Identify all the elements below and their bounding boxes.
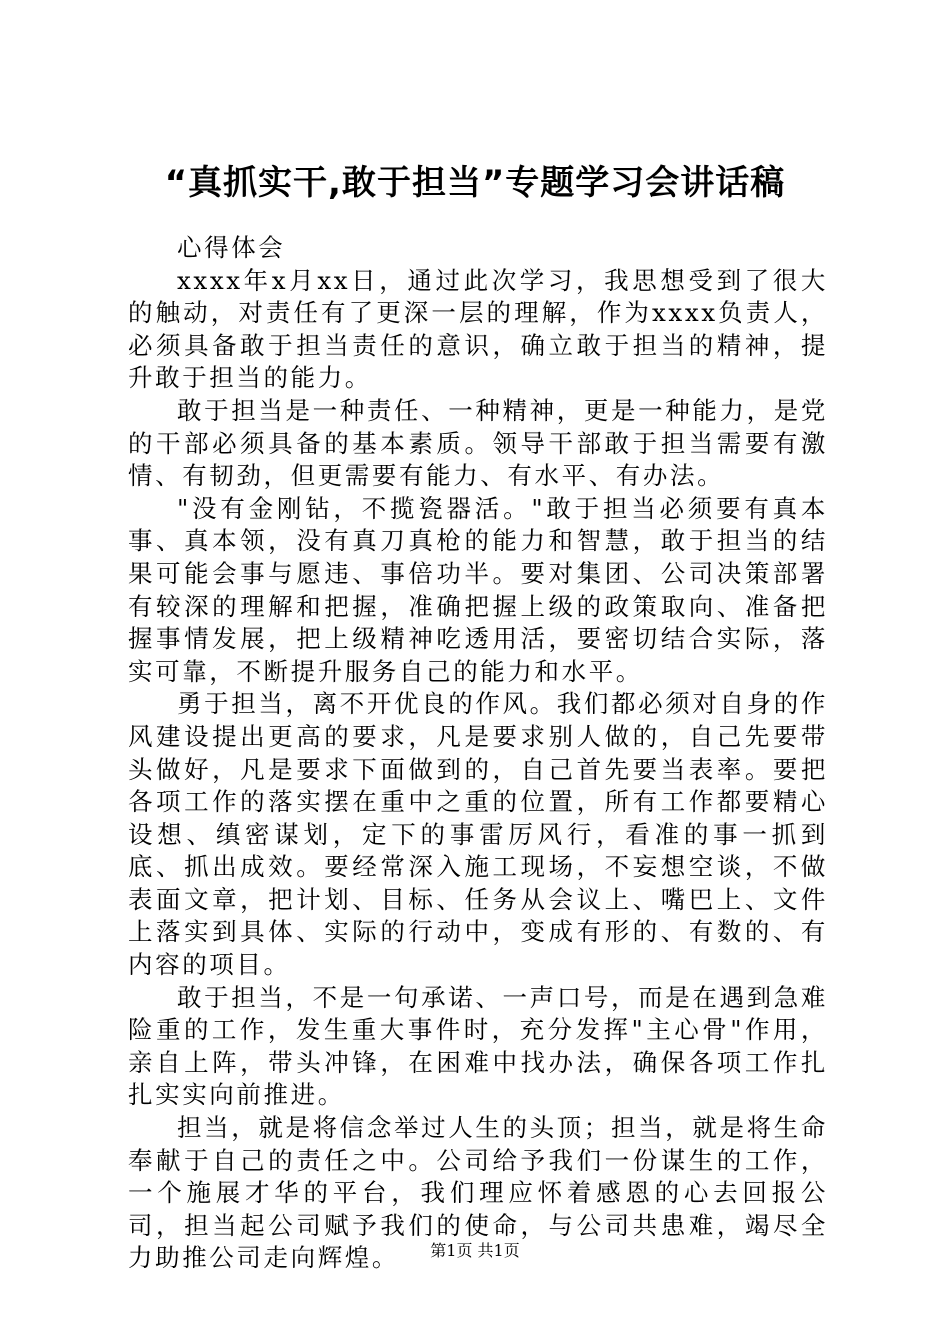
document-title: “真抓实干,敢于担当”专题学习会讲话稿 (164, 163, 786, 203)
document-subheading: 心得体会 (177, 233, 286, 262)
page-footer: 第1页 共1页 (430, 1241, 520, 1260)
paragraph-5: 敢于担当，不是一句承诺、一声口号，而是在遇到急难险重的工作，发生重大事件时，充分发挥"主心骨"作用，亲自上阵，带头冲锋，在困难中找办法，确保各项工作扎扎实实向前推进。 (128, 982, 828, 1110)
paragraph-6: 担当，就是将信念举过人生的头顶；担当，就是将生命奉献于自己的责任之中。公司给予我们一份谋生的工作，一个施展才华的平台，我们理应怀着感恩的心去回报公司，担当起公司赋予我们的使命，与公司共患难，竭尽全力助推公司走向辉煌。 (128, 1113, 828, 1273)
paragraph-4: 勇于担当，离不开优良的作风。我们都必须对自身的作风建设提出更高的要求，凡是要求别人做的，自己先要带头做好，凡是要求下面做到的，自己首先要当表率。要把各项工作的落实摆在重中之重的位置，所有工作都要精心设想、缜密谋划，定下的事雷厉风行，看准的事一抓到底、抓出成效。要经常深入施工现场，不妄想空谈，不做表面文章，把计划、目标、任务从会议上、嘴巴上、文件上落实到具体、实际的行动中，变成有形的、有数的、有内容的项目。 (128, 689, 828, 980)
paragraph-2: 敢于担当是一种责任、一种精神，更是一种能力，是党的干部必须具备的基本素质。领导干部敢于担当需要有激情、有韧劲，但更需要有能力、有水平、有办法。 (128, 395, 828, 491)
paragraph-3: "没有金刚钻，不揽瓷器活。"敢于担当必须要有真本事、真本领，没有真刀真枪的能力和智慧，敢于担当的结果可能会事与愿违、事倍功半。要对集团、公司决策部署有较深的理解和把握，准确把握上级的政策取向、准备把握事情发展，把上级精神吃透用活，要密切结合实际，落实可靠，不断提升服务自己的能力和水平。 (128, 493, 828, 686)
paragraph-1: xxxx年x月xx日，通过此次学习，我思想受到了很大的触动，对责任有了更深一层的理解，作为xxxx负责人，必须具备敢于担当责任的意识，确立敢于担当的精神，提升敢于担当的能力。 (128, 265, 828, 393)
document-body (128, 232, 828, 1275)
